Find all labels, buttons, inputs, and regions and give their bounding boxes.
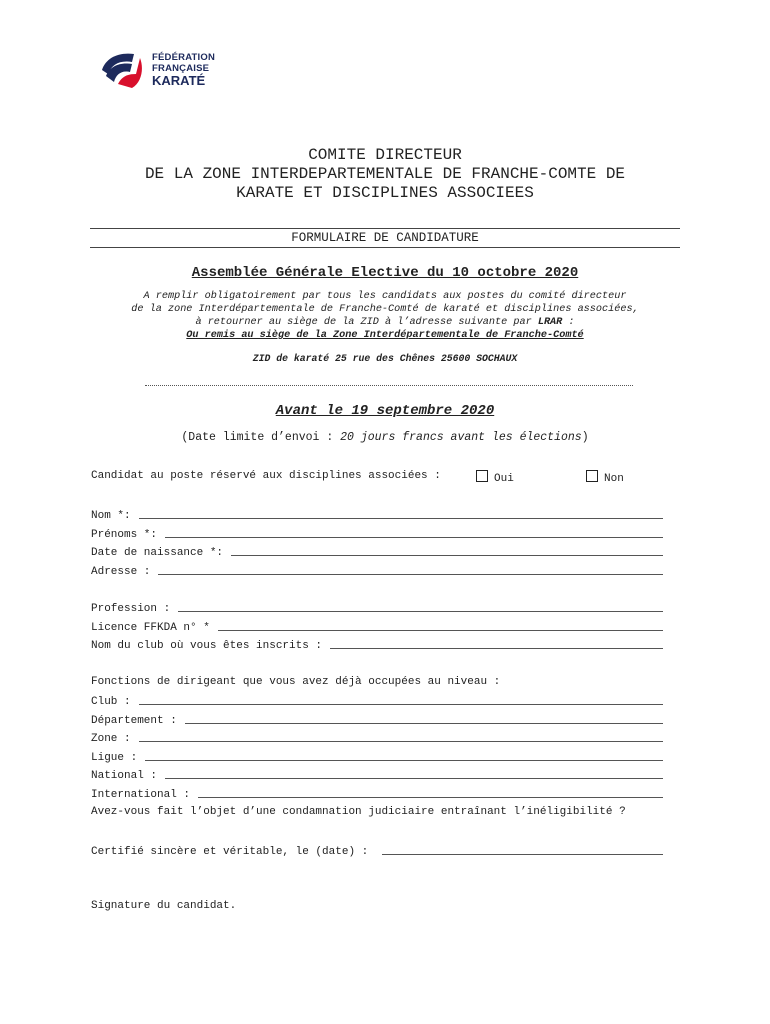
ligue-field[interactable]	[91, 748, 663, 764]
non-checkbox[interactable]	[586, 470, 598, 482]
zone-line[interactable]	[139, 741, 663, 742]
nom-label: Nom *:	[91, 510, 131, 522]
oui-label: Oui	[494, 473, 514, 485]
deadline-title: Avant le 19 septembre 2020	[275, 403, 495, 419]
national-field[interactable]	[91, 766, 663, 782]
fonctions-heading: Fonctions de dirigeant que vous avez déjà occupées au niveau :	[91, 676, 501, 688]
intro-line-2: de la zone Interdépartementale de Franche-Comté de karaté et disciplines associées,	[131, 304, 639, 315]
signature-label: Signature du candidat.	[91, 900, 237, 912]
fonction-club-line[interactable]	[139, 704, 663, 705]
adresse-field[interactable]	[91, 562, 663, 578]
prenoms-line[interactable]	[165, 537, 663, 538]
licence-field[interactable]	[91, 618, 663, 634]
profession-field[interactable]	[91, 599, 663, 615]
nom-line[interactable]	[139, 518, 663, 519]
candidat-question: Candidat au poste réservé aux disciplines associées :	[91, 470, 441, 482]
zone-label: Zone :	[91, 733, 131, 745]
ffk-logo	[98, 48, 228, 92]
adresse-label: Adresse :	[91, 566, 151, 578]
international-label: International :	[91, 789, 191, 801]
karate-logo-icon	[98, 48, 150, 92]
certifie-label: Certifié sincère et véritable, le (date) :	[91, 846, 369, 858]
naissance-label: Date de naissance *:	[91, 547, 224, 559]
prenoms-field[interactable]	[91, 525, 663, 541]
non-label: Non	[604, 473, 624, 485]
licence-line[interactable]	[218, 630, 663, 631]
nom-field[interactable]	[91, 506, 663, 522]
club-name-label: Nom du club où vous êtes inscrits :	[91, 640, 323, 652]
naissance-line[interactable]	[231, 555, 663, 556]
assembly-title: Assemblée Générale Elective du 10 octobre 2020	[191, 265, 579, 281]
departement-line[interactable]	[185, 723, 663, 724]
licence-label: Licence FFKDA n° *	[91, 622, 210, 634]
deadline-note-italic: 20 jours francs avant les élections	[340, 431, 582, 444]
international-line[interactable]	[198, 797, 663, 798]
deadline-note-pre: (Date limite d’envoi :	[181, 431, 341, 444]
intro-line-1: A remplir obligatoirement par tous les candidats aux postes du comité directeur	[143, 291, 627, 302]
profession-line[interactable]	[178, 611, 663, 612]
deadline-note	[0, 431, 770, 444]
certifie-date-line[interactable]	[382, 854, 663, 855]
departement-label: Département :	[91, 715, 177, 727]
dotted-separator	[145, 385, 633, 386]
ligue-label: Ligue :	[91, 752, 138, 764]
lrar-label: LRAR	[537, 317, 563, 328]
adresse-line[interactable]	[158, 574, 663, 575]
divider-top	[90, 228, 680, 229]
club-name-field[interactable]	[91, 636, 663, 652]
title-line-2: DE LA ZONE INTERDEPARTEMENTALE DE FRANCHE-COMTE DE	[144, 165, 626, 183]
divider-bottom	[90, 247, 680, 248]
title-line-3: KARATE ET DISCIPLINES ASSOCIEES	[236, 184, 534, 202]
form-heading: FORMULAIRE DE CANDIDATURE	[291, 231, 479, 245]
certifie-field[interactable]	[91, 842, 663, 858]
logo-line-1: FÉDÉRATION	[152, 52, 216, 63]
intro-line-3-pre: à retourner au siège de la ZID à l’adresse suivante par	[195, 317, 538, 328]
deadline-note-post: )	[581, 431, 589, 444]
fonction-club-label: Club :	[91, 696, 131, 708]
zid-address: ZID de karaté 25 rue des Chênes 25600 SOCHAUX	[252, 353, 518, 364]
logo-line-3: KARATÉ	[152, 73, 206, 88]
profession-label: Profession :	[91, 603, 171, 615]
logo-wordmark	[152, 52, 215, 86]
intro-line-3-post: :	[562, 317, 575, 328]
club-name-line[interactable]	[330, 648, 663, 649]
oui-option[interactable]	[476, 470, 514, 485]
departement-field[interactable]	[91, 711, 663, 727]
non-option[interactable]	[586, 470, 624, 485]
ligue-line[interactable]	[145, 760, 663, 761]
national-line[interactable]	[165, 778, 663, 779]
naissance-field[interactable]	[91, 543, 663, 559]
fonction-club-field[interactable]	[91, 692, 663, 708]
intro-line-3	[0, 317, 770, 330]
prenoms-label: Prénoms *:	[91, 529, 158, 541]
remis-line: Ou remis au siège de la Zone Interdépartementale de Franche-Comté	[186, 330, 584, 341]
zone-field[interactable]	[91, 729, 663, 745]
condamnation-question: Avez-vous fait l’objet d’une condamnation judiciaire entraînant l’inéligibilité ?	[91, 806, 626, 818]
international-field[interactable]	[91, 785, 663, 801]
oui-checkbox[interactable]	[476, 470, 488, 482]
national-label: National :	[91, 770, 158, 782]
title-line-1: COMITE DIRECTEUR	[308, 146, 462, 164]
logo-line-2: FRANÇAISE	[152, 63, 210, 74]
